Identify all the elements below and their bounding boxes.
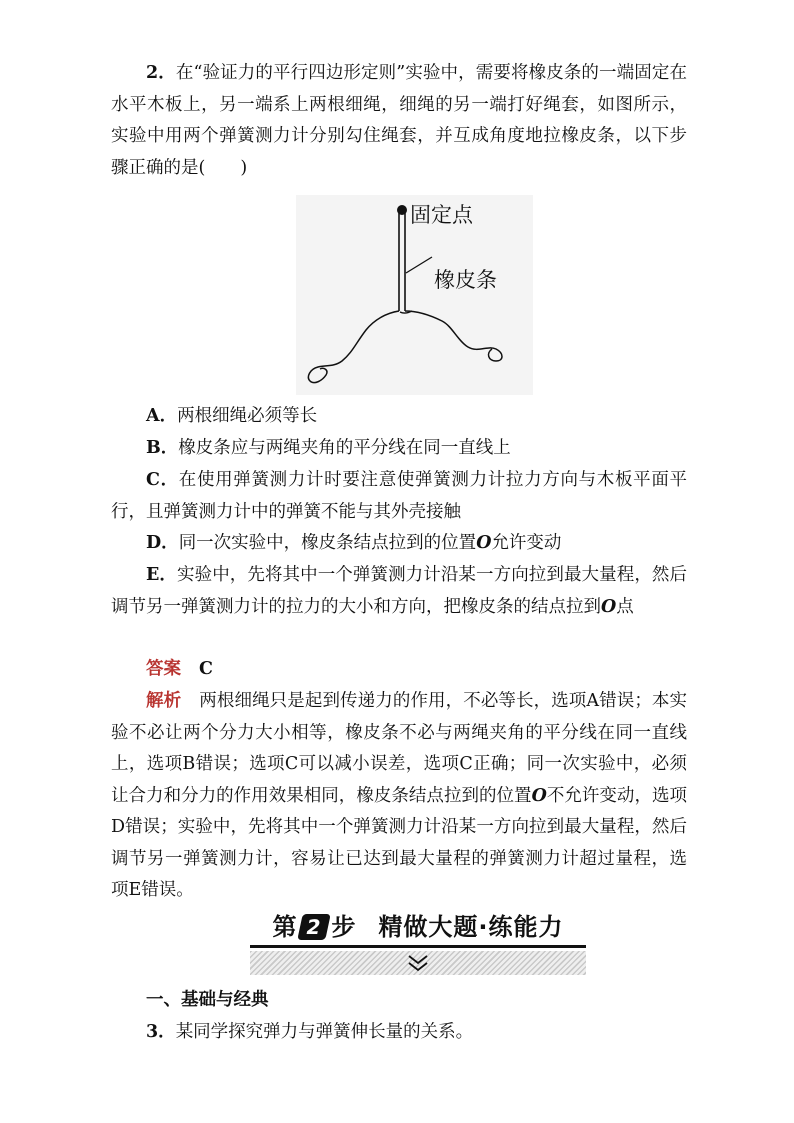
option-a-text: 两根细绳必须等长 [177,406,318,426]
banner-main-title: 精做大题·练能力 [378,913,564,941]
question-2-text: 在“验证力的平行四边形定则”实验中，需要将橡皮条的一端固定在水平木板上，另一端系上两根细绳，细绳的另一端打好绳套，如图所示，实验中用两个弹簧测力计分别勾住绳套，并互成角度地拉橡皮条，以下步骤正确的是( ) [111,63,687,178]
question-2-stem [111,58,687,184]
option-d-letter: D． [146,533,179,553]
analysis-italic-o: O [531,785,547,806]
fixed-point-label: 固定点 [410,203,473,227]
step-banner [250,908,586,976]
option-e-italic-o: O [601,596,617,617]
banner-header [250,908,586,946]
banner-rule [250,945,586,948]
option-d [111,528,687,560]
banner-suffix: 步 [331,913,357,941]
section-heading: 一、基础与经典 [146,990,269,1010]
rubber-band-label: 橡皮条 [434,268,497,292]
banner-title [250,910,586,944]
analysis-paragraph [111,686,687,907]
option-b-letter: B． [146,438,179,458]
question-3-number: 3． [146,1022,176,1042]
banner-prefix: 第 [272,913,298,941]
option-a-letter: A． [146,406,178,426]
answer-label: 答案 [146,659,181,679]
answer-value: C [199,659,213,679]
option-d-text-after: 允许变动 [491,533,562,553]
step-number-badge: 2 [298,914,332,940]
question-2-number: 2． [146,63,176,83]
analysis-text-part2: 不允许变动，选项D错误；实验中，先将其中一个弹簧测力计沿某一方向拉到最大量程，然后调节另一弹簧测力计，容易让已达到最大量程的弹簧测力计超过量程，选项E错误。 [111,785,687,900]
option-b-text: 橡皮条应与两绳夹角的平分线在同一直线上 [178,438,511,458]
option-c [111,465,687,528]
question-3-text: 某同学探究弹力与弹簧伸长量的关系。 [175,1022,474,1042]
option-a [111,401,687,433]
option-e-letter: E． [146,565,178,585]
option-c-letter: C． [146,470,179,490]
option-e-text-before: 实验中，先将其中一个弹簧测力计沿某一方向拉到最大量程，然后调节另一弹簧测力计的拉力的大小和方向，把橡皮条的结点拉到 [111,565,687,617]
option-b [111,433,687,465]
rubber-band-diagram [296,195,533,395]
analysis-label: 解析 [146,691,182,711]
question-3 [111,1017,687,1049]
double-chevron-down-icon [406,952,430,974]
analysis-text-part1: 两根细绳只是起到传递力的作用，不必等长，选项A错误；本实验不必让两个分力大小相等，橡皮条不必与两绳夹角的平分线在同一直线上，选项B错误；选项C可以减小误差，选项C正确；同一次实验中，必须让合力和分力的作用效果相同，橡皮条结点拉到的位置 [111,691,688,806]
option-e [111,560,687,623]
option-d-text-before: 同一次实验中，橡皮条结点拉到的位置 [178,533,477,553]
option-c-text: 在使用弹簧测力计时要注意使弹簧测力计拉力方向与木板平面平行，且弹簧测力计中的弹簧不能与其外壳接触 [111,470,687,522]
option-d-italic-o: O [476,533,492,553]
option-e-text-after: 点 [616,596,634,617]
rubber-band-figure [296,195,533,395]
answer-line [111,654,687,686]
